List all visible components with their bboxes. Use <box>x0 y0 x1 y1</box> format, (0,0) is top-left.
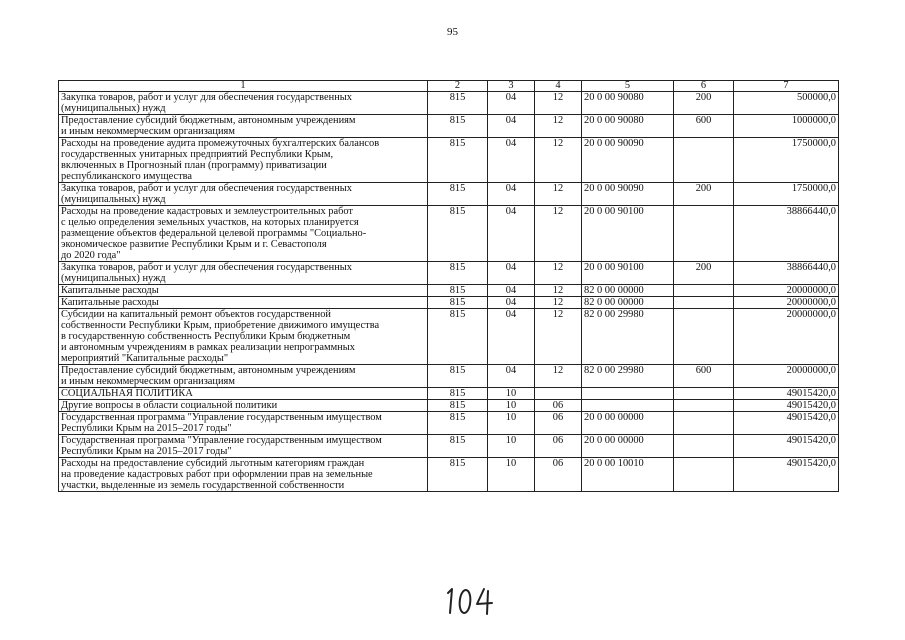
row-name-cell: Предоставление субсидий бюджетным, автономным учреждениям и иным некоммерческим организациям <box>59 365 428 388</box>
section-code-cell: 04 <box>488 206 535 262</box>
amount-cell: 49015420,0 <box>734 400 839 412</box>
subsection-code-cell: 12 <box>535 138 582 183</box>
subsection-code-cell: 12 <box>535 206 582 262</box>
page-number: 95 <box>447 26 458 38</box>
ministry-code-cell: 815 <box>428 435 488 458</box>
amount-cell: 20000000,0 <box>734 309 839 365</box>
subsection-code-cell: 12 <box>535 92 582 115</box>
ministry-code-cell: 815 <box>428 92 488 115</box>
target-article-cell: 82 0 00 29980 <box>582 365 674 388</box>
subsection-code-cell: 12 <box>535 365 582 388</box>
amount-cell: 49015420,0 <box>734 435 839 458</box>
ministry-code-cell: 815 <box>428 206 488 262</box>
table-row <box>59 309 839 365</box>
subsection-code-cell: 12 <box>535 285 582 297</box>
table-row <box>59 183 839 206</box>
section-code-cell: 04 <box>488 262 535 285</box>
header-cell: 4 <box>535 81 582 92</box>
ministry-code-cell: 815 <box>428 388 488 400</box>
target-article-cell: 20 0 00 10010 <box>582 458 674 492</box>
subsection-code-cell: 06 <box>535 458 582 492</box>
row-name-cell: Предоставление субсидий бюджетным, автономным учреждениям и иным некоммерческим организациям <box>59 115 428 138</box>
table-row <box>59 458 839 492</box>
handwritten-page-number <box>440 586 500 616</box>
amount-cell: 20000000,0 <box>734 285 839 297</box>
expense-type-cell: 600 <box>674 115 734 138</box>
expense-type-cell <box>674 412 734 435</box>
row-name-cell: СОЦИАЛЬНАЯ ПОЛИТИКА <box>59 388 428 400</box>
header-cell: 7 <box>734 81 839 92</box>
section-code-cell: 10 <box>488 388 535 400</box>
ministry-code-cell: 815 <box>428 262 488 285</box>
section-code-cell: 10 <box>488 412 535 435</box>
subsection-code-cell <box>535 388 582 400</box>
table-row <box>59 297 839 309</box>
expense-type-cell <box>674 206 734 262</box>
section-code-cell: 10 <box>488 435 535 458</box>
ministry-code-cell: 815 <box>428 138 488 183</box>
table-row <box>59 435 839 458</box>
amount-cell: 38866440,0 <box>734 206 839 262</box>
ministry-code-cell: 815 <box>428 285 488 297</box>
subsection-code-cell: 06 <box>535 412 582 435</box>
amount-cell: 49015420,0 <box>734 458 839 492</box>
amount-cell: 49015420,0 <box>734 388 839 400</box>
row-name-cell: Расходы на проведение кадастровых и землеустроительных работ с целью определения земельных участков, на которых планируется размещение объектов федеральной целевой программы "Социально- экономическое развитие Республики Крым и г. Севастополя до 2020 года" <box>59 206 428 262</box>
table-row <box>59 388 839 400</box>
target-article-cell <box>582 388 674 400</box>
ministry-code-cell: 815 <box>428 297 488 309</box>
target-article-cell: 20 0 00 90100 <box>582 262 674 285</box>
budget-table <box>58 80 839 492</box>
amount-cell: 1000000,0 <box>734 115 839 138</box>
row-name-cell: Закупка товаров, работ и услуг для обеспечения государственных (муниципальных) нужд <box>59 92 428 115</box>
expense-type-cell <box>674 458 734 492</box>
target-article-cell: 82 0 00 29980 <box>582 309 674 365</box>
subsection-code-cell: 12 <box>535 262 582 285</box>
ministry-code-cell: 815 <box>428 412 488 435</box>
section-code-cell: 04 <box>488 297 535 309</box>
section-code-cell: 04 <box>488 115 535 138</box>
table-header-row <box>59 81 839 92</box>
ministry-code-cell: 815 <box>428 458 488 492</box>
expense-type-cell: 200 <box>674 262 734 285</box>
table-row <box>59 365 839 388</box>
table-row <box>59 138 839 183</box>
row-name-cell: Расходы на предоставление субсидий льготным категориям граждан на проведение кадастровых работ при оформлении прав на земельные участки, выделенные из земель государственной собственности <box>59 458 428 492</box>
expense-type-cell <box>674 309 734 365</box>
target-article-cell: 20 0 00 90100 <box>582 206 674 262</box>
header-cell: 3 <box>488 81 535 92</box>
section-code-cell: 04 <box>488 138 535 183</box>
expense-type-cell <box>674 400 734 412</box>
row-name-cell: Закупка товаров, работ и услуг для обеспечения государственных (муниципальных) нужд <box>59 183 428 206</box>
row-name-cell: Субсидии на капитальный ремонт объектов государственной собственности Республики Крым, приобретение движимого имущества в государственную собственность Республики Крым бюджетным и автономным учреждениям в рамках реализации непрограммных мероприятий "Капитальные расходы" <box>59 309 428 365</box>
target-article-cell: 20 0 00 00000 <box>582 435 674 458</box>
ministry-code-cell: 815 <box>428 400 488 412</box>
amount-cell: 49015420,0 <box>734 412 839 435</box>
expense-type-cell <box>674 297 734 309</box>
header-cell: 5 <box>582 81 674 92</box>
subsection-code-cell: 12 <box>535 309 582 365</box>
section-code-cell: 04 <box>488 92 535 115</box>
row-name-cell: Государственная программа "Управление государственным имуществом Республики Крым на 2015–2017 годы" <box>59 412 428 435</box>
section-code-cell: 04 <box>488 365 535 388</box>
expense-type-cell <box>674 388 734 400</box>
table-row <box>59 412 839 435</box>
header-cell: 6 <box>674 81 734 92</box>
row-name-cell: Другие вопросы в области социальной политики <box>59 400 428 412</box>
table-row <box>59 92 839 115</box>
amount-cell: 20000000,0 <box>734 365 839 388</box>
subsection-code-cell: 06 <box>535 435 582 458</box>
ministry-code-cell: 815 <box>428 183 488 206</box>
expense-type-cell <box>674 138 734 183</box>
amount-cell: 500000,0 <box>734 92 839 115</box>
target-article-cell <box>582 400 674 412</box>
table-row <box>59 262 839 285</box>
ministry-code-cell: 815 <box>428 309 488 365</box>
target-article-cell: 20 0 00 90080 <box>582 115 674 138</box>
subsection-code-cell: 12 <box>535 183 582 206</box>
target-article-cell: 82 0 00 00000 <box>582 285 674 297</box>
target-article-cell: 20 0 00 90090 <box>582 138 674 183</box>
row-name-cell: Закупка товаров, работ и услуг для обеспечения государственных (муниципальных) нужд <box>59 262 428 285</box>
expense-type-cell: 200 <box>674 92 734 115</box>
section-code-cell: 04 <box>488 285 535 297</box>
table-row <box>59 115 839 138</box>
amount-cell: 20000000,0 <box>734 297 839 309</box>
expense-type-cell <box>674 435 734 458</box>
row-name-cell: Капитальные расходы <box>59 297 428 309</box>
table-row <box>59 285 839 297</box>
subsection-code-cell: 12 <box>535 115 582 138</box>
section-code-cell: 04 <box>488 183 535 206</box>
row-name-cell: Государственная программа "Управление государственным имуществом Республики Крым на 2015–2017 годы" <box>59 435 428 458</box>
amount-cell: 1750000,0 <box>734 138 839 183</box>
row-name-cell: Капитальные расходы <box>59 285 428 297</box>
target-article-cell: 82 0 00 00000 <box>582 297 674 309</box>
expense-type-cell: 200 <box>674 183 734 206</box>
amount-cell: 38866440,0 <box>734 262 839 285</box>
table-row <box>59 206 839 262</box>
section-code-cell: 10 <box>488 458 535 492</box>
table-row <box>59 400 839 412</box>
amount-cell: 1750000,0 <box>734 183 839 206</box>
header-cell: 1 <box>59 81 428 92</box>
section-code-cell: 04 <box>488 309 535 365</box>
header-cell: 2 <box>428 81 488 92</box>
ministry-code-cell: 815 <box>428 115 488 138</box>
target-article-cell: 20 0 00 00000 <box>582 412 674 435</box>
target-article-cell: 20 0 00 90080 <box>582 92 674 115</box>
expense-type-cell <box>674 285 734 297</box>
expense-type-cell: 600 <box>674 365 734 388</box>
subsection-code-cell: 06 <box>535 400 582 412</box>
ministry-code-cell: 815 <box>428 365 488 388</box>
section-code-cell: 10 <box>488 400 535 412</box>
row-name-cell: Расходы на проведение аудита промежуточных бухгалтерских балансов государственных унитарных предприятий Республики Крым, включенных в Прогнозный план (программу) приватизации республиканского имущества <box>59 138 428 183</box>
subsection-code-cell: 12 <box>535 297 582 309</box>
target-article-cell: 20 0 00 90090 <box>582 183 674 206</box>
